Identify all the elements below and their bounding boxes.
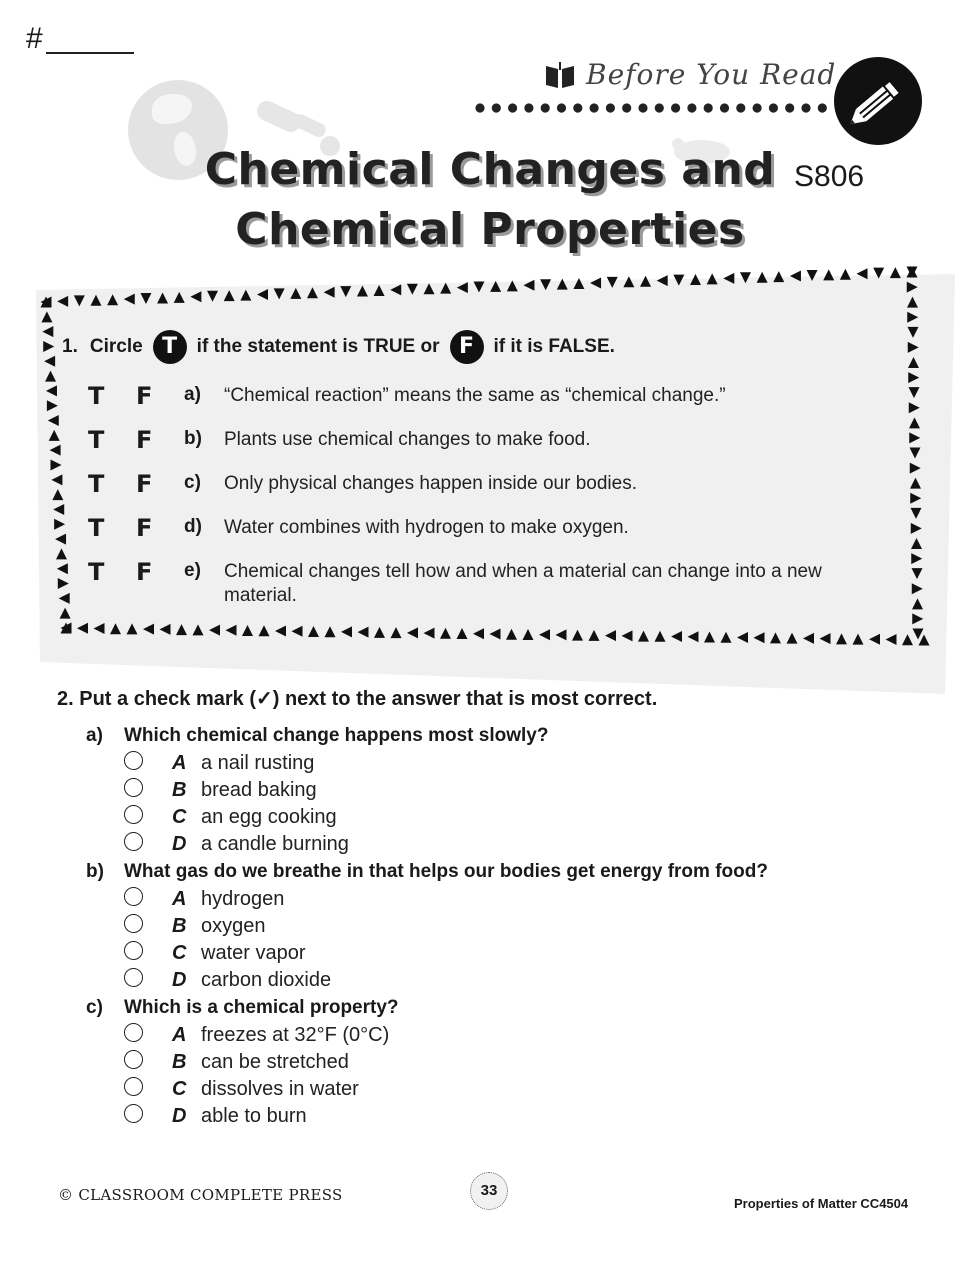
option-text: freezes at 32°F (0°C)	[201, 1024, 390, 1046]
option-key: C	[172, 806, 187, 828]
option-key: D	[172, 969, 187, 991]
item-letter: c)	[184, 472, 201, 493]
section-label: Before You Read	[586, 58, 837, 91]
answer-circle[interactable]	[124, 832, 143, 851]
answer-circle[interactable]	[124, 1077, 143, 1096]
answer-circle[interactable]	[124, 778, 143, 797]
worksheet-code: S806	[794, 160, 865, 193]
answer-circle[interactable]	[124, 1104, 143, 1123]
number-label: #	[26, 22, 43, 55]
option-key: A	[172, 1024, 187, 1046]
option-key: A	[172, 752, 187, 774]
question2c	[86, 997, 399, 1019]
part-question: What gas do we breathe in that helps our bodies get energy from food?	[124, 861, 768, 882]
part-question: Which is a chemical property?	[124, 997, 399, 1018]
option-text: hydrogen	[201, 888, 285, 910]
publisher-logo: © CLASSROOM COMPLETE PRESS	[58, 1186, 343, 1204]
false-option[interactable]: F	[136, 514, 153, 542]
option-text: bread baking	[201, 779, 317, 801]
option-text: can be stretched	[201, 1051, 349, 1073]
prompt-start: Circle	[89, 336, 143, 357]
question2a	[86, 725, 548, 747]
option-text: dissolves in water	[201, 1078, 359, 1100]
part-label: c)	[86, 997, 103, 1018]
answer-circle[interactable]	[124, 751, 143, 770]
item-letter: d)	[184, 516, 202, 537]
statement-text: Chemical changes tell how and when a material can change into a new material.	[224, 561, 822, 606]
false-option[interactable]: F	[136, 426, 153, 454]
question2-prompt: 2. Put a check mark (✓) next to the answer that is most correct.	[57, 688, 658, 710]
prompt-middle: if the statement is TRUE or	[196, 336, 440, 357]
statement-text: Plants use chemical changes to make food.	[224, 429, 591, 450]
true-option[interactable]: T	[88, 382, 105, 410]
option-text: a candle burning	[201, 833, 349, 855]
option-key: D	[172, 1105, 187, 1127]
option-key: B	[172, 1051, 187, 1073]
statement-text: Water combines with hydrogen to make oxygen.	[224, 517, 629, 538]
true-option[interactable]: T	[88, 426, 105, 454]
option-text: able to burn	[201, 1105, 307, 1127]
option-key: A	[172, 888, 187, 910]
part-question: Which chemical change happens most slowly?	[124, 725, 549, 746]
item-letter: a)	[184, 384, 201, 405]
false-option[interactable]: F	[136, 382, 153, 410]
answer-circle[interactable]	[124, 968, 143, 987]
answer-circle[interactable]	[124, 914, 143, 933]
item-letter: b)	[184, 428, 202, 449]
answer-circle[interactable]	[124, 1050, 143, 1069]
option-key: B	[172, 915, 187, 937]
option-key: C	[172, 942, 187, 964]
page-number: 33	[470, 1172, 508, 1210]
answer-circle[interactable]	[124, 887, 143, 906]
page-title-line2: Chemical Properties	[235, 204, 745, 255]
option-text: an egg cooking	[201, 806, 337, 828]
option-key: B	[172, 779, 187, 801]
question2b	[86, 861, 768, 883]
false-circle-icon: F	[450, 330, 484, 364]
true-option[interactable]: T	[88, 558, 105, 586]
option-text: carbon dioxide	[201, 969, 332, 991]
option-text: water vapor	[201, 942, 306, 964]
true-option[interactable]: T	[88, 514, 105, 542]
false-option[interactable]: F	[136, 470, 153, 498]
statement-text: “Chemical reaction” means the same as “chemical change.”	[224, 385, 726, 406]
prompt-end: if it is FALSE.	[493, 336, 615, 357]
answer-circle[interactable]	[124, 941, 143, 960]
question1-prompt	[62, 330, 615, 364]
item-letter: e)	[184, 560, 201, 581]
book-title: Properties of Matter CC4504	[734, 1196, 909, 1211]
statement-text: Only physical changes happen inside our bodies.	[224, 473, 637, 494]
false-option[interactable]: F	[136, 558, 153, 586]
question1-number: 1.	[62, 336, 78, 357]
answer-circle[interactable]	[124, 805, 143, 824]
option-key: D	[172, 833, 187, 855]
part-label: b)	[86, 861, 104, 882]
option-text: a nail rusting	[201, 752, 315, 774]
page-title-line1: Chemical Changes and	[204, 144, 776, 195]
true-circle-icon: T	[153, 330, 187, 364]
part-label: a)	[86, 725, 103, 746]
true-option[interactable]: T	[88, 470, 105, 498]
option-key: C	[172, 1078, 187, 1100]
option-text: oxygen	[201, 915, 266, 937]
answer-circle[interactable]	[124, 1023, 143, 1042]
